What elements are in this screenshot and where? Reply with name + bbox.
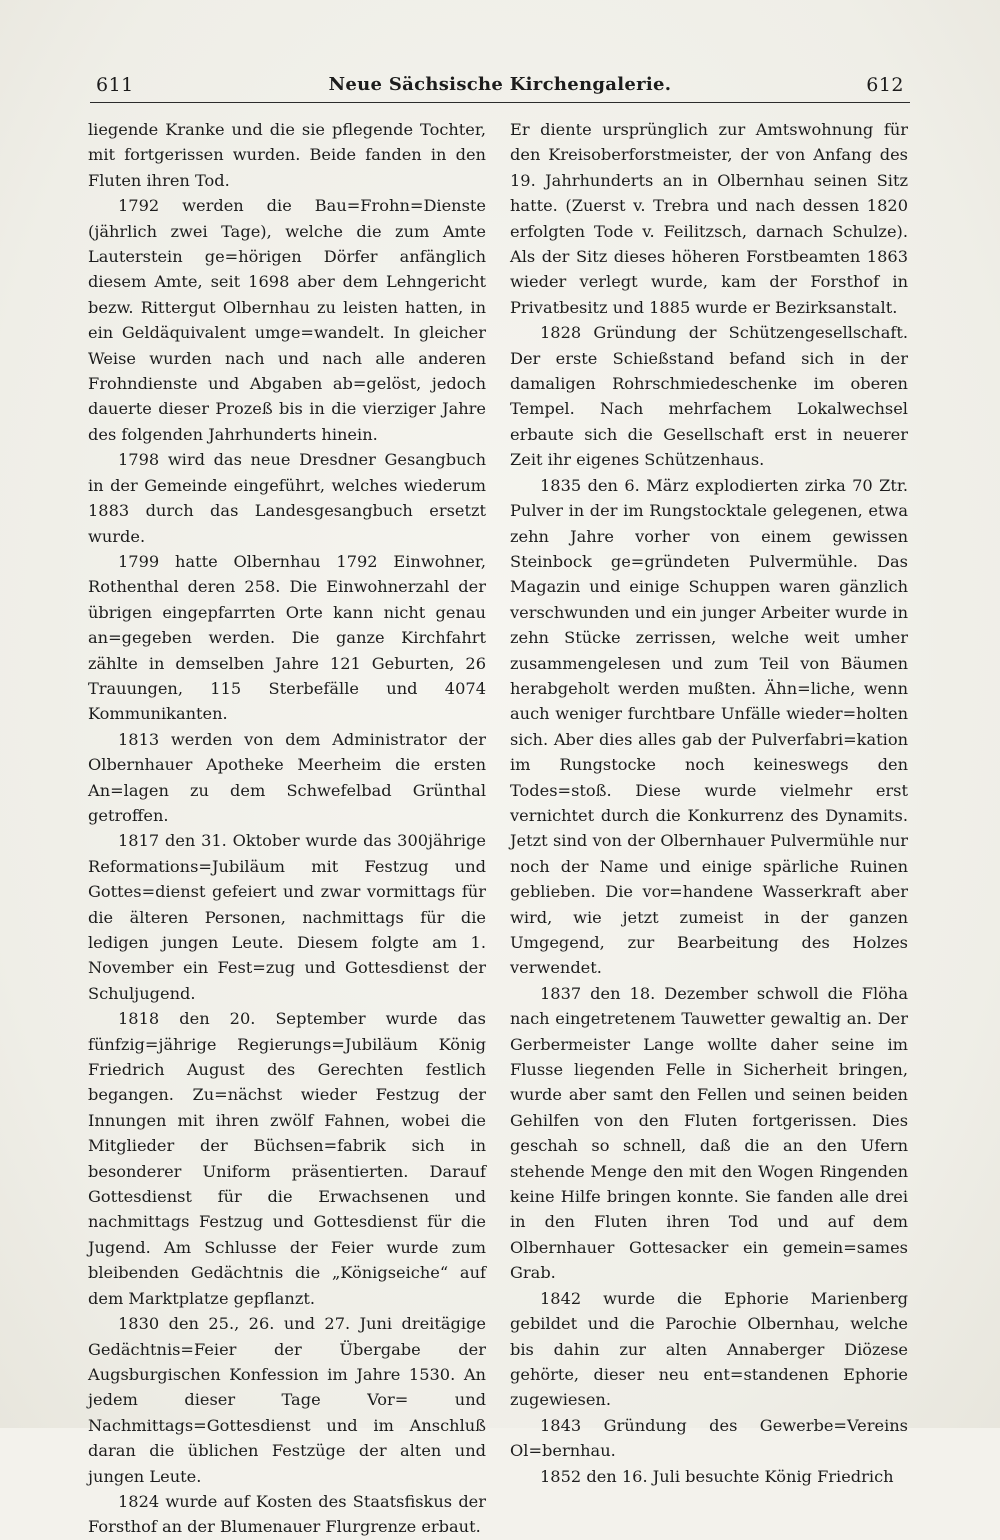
- paragraph: 1799 hatte Olbernhau 1792 Einwohner, Rothenthal deren 258. Die Einwohnerzahl der übrigen eingepfarrten Orte kann nicht genau an=gegeben werden. Die ganze Kirchfahrt zählte in demselben Jahre 121 Geburten, 26 Trauungen, 115 Sterbefälle und 4074 Kommunikanten.: [88, 551, 486, 724]
- page-number-right: 612: [866, 74, 904, 96]
- paragraph: 1798 wird das neue Dresdner Gesangbuch in der Gemeinde eingeführt, welches wiederum 1883 durch das Landesgesangbuch ersetzt wurde.: [88, 450, 486, 546]
- paragraph: 1835 den 6. März explodierten zirka 70 Ztr. Pulver in der im Rungstocktale gelegenen, etwa zehn Jahre vorher von einem gewissen Steinbock ge=gründeten Pulvermühle. Das Magazin und einige Schuppen waren gänzlich verschwunden und ein junger Arbeiter wurde in zehn Stücke zerrissen, welche weit umher zusammengelesen und zum Teil von Bäumen herabgeholt werden mußten. Ähn=liche, wenn auch weniger furchtbare Unfälle wieder=holten sich. Aber dies alles gab der Pulverfabri=kation im Rungstocke noch keineswegs den Todes=stoß. Diese wurde vielmehr erst vernichtet durch die Konkurrenz des Dynamits. Jetzt sind von der Olbernhauer Pulvermühle nur noch der Name und einige spärliche Ruinen geblieben. Die vor=handene Wasserkraft aber wird, wie jetzt zumeist in der ganzen Umgegend, zur Bearbeitung des Holzes verwendet.: [510, 475, 908, 978]
- running-title: Neue Sächsische Kirchengalerie.: [328, 74, 672, 95]
- paragraph: liegende Kranke und die sie pflegende Tochter, mit fortgerissen wurden. Beide fanden in den Fluten ihren Tod.: [88, 120, 486, 190]
- page-header: [90, 68, 910, 103]
- page-number-left: 611: [96, 74, 134, 96]
- paragraph: 1792 werden die Bau=Frohn=Dienste (jährlich zwei Tage), welche die zum Amte Lauterstein ge=hörigen Dörfer anfänglich diesem Amte, seit 1698 aber dem Lehngericht bezw. Rittergut Olbernhau zu leisten hatten, in ein Geldäquivalent umge=wandelt. In gleicher Weise wurden nach und nach alle anderen Frohndienste und Abgaben ab=gelöst, jedoch dauerte dieser Prozeß bis in die vierziger Jahre des folgenden Jahrhunderts hinein.: [88, 196, 486, 444]
- column-divider: [499, 118, 500, 1340]
- paragraph: 1813 werden von dem Administrator der Olbernhauer Apotheke Meerheim die ersten An=lagen zu dem Schwefelbad Grünthal getroffen.: [88, 729, 486, 825]
- paragraph: 1828 Gründung der Schützengesellschaft. Der erste Schießstand befand sich in der damaligen Rohrschmiedeschenke im oberen Tempel. Nach mehrfachem Lokalwechsel erbaute sich die Gesellschaft erst in neuerer Zeit ihr eigenes Schützenhaus.: [510, 323, 908, 470]
- paragraph: 1818 den 20. September wurde das fünfzig=jährige Regierungs=Jubiläum König Friedrich August des Gerechten festlich begangen. Zu=nächst wieder Festzug der Innungen mit ihren zwölf Fahnen, wobei die Mitglieder der Büchsen=fabrik sich in besonderer Uniform präsentierten. Darauf Gottesdienst für die Erwachsenen und nachmittags Festzug und Gottesdienst für die Jugend. Am Schlusse der Feier wurde zum bleibenden Gedächtnis die „Königseiche“ auf dem Marktplatze gepflanzt.: [88, 1009, 486, 1308]
- paragraph: 1837 den 18. Dezember schwoll die Flöha nach eingetretenem Tauwetter gewaltig an. Der Gerbermeister Lange wollte daher seine im Flusse liegenden Felle in Sicherheit bringen, wurde aber samt den Fellen und seinen beiden Gehilfen von den Fluten fortgerissen. Dies geschah so schnell, daß die an den Ufern stehende Menge den mit den Wogen Ringenden keine Hilfe bringen konnte. Sie fanden alle drei in den Fluten ihren Tod und auf dem Olbernhauer Gottesacker ein gemein=sames Grab.: [510, 983, 908, 1283]
- paragraph: 1852 den 16. Juli besuchte König Friedrich: [540, 1466, 894, 1486]
- paragraph: 1824 wurde auf Kosten des Staatsfiskus der Forsthof an der Blumenauer Flurgrenze erbaut.: [88, 1491, 486, 1537]
- paragraph: 1817 den 31. Oktober wurde das 300jährige Reformations=Jubiläum mit Festzug und Gottes=dienst gefeiert und zwar vormittags für die älteren Personen, nachmittags für die ledigen jungen Leute. Diesem folgte am 1. November ein Fest=zug und Gottesdienst der Schuljugend.: [88, 831, 486, 1003]
- left-column: [88, 117, 486, 1540]
- right-column: [510, 117, 908, 1489]
- paragraph: 1830 den 25., 26. und 27. Juni dreitägige Gedächtnis=Feier der Übergabe der Augsburgischen Konfession im Jahre 1530. An jedem dieser Tage Vor= und Nachmittags=Gottesdienst und im Anschluß daran die üblichen Festzüge der alten und jungen Leute.: [88, 1314, 486, 1486]
- paragraph: 1843 Gründung des Gewerbe=Vereins Ol=bernhau.: [510, 1415, 908, 1461]
- paragraph: 1842 wurde die Ephorie Marienberg gebildet und die Parochie Olbernhau, welche bis dahin zur alten Annaberger Diözese gehörte, dieser neu ent=standenen Ephorie zugewiesen.: [510, 1288, 908, 1410]
- paragraph: Er diente ursprünglich zur Amtswohnung für den Kreisoberforstmeister, der von Anfang des 19. Jahrhunderts an in Olbernhau seinen Sitz hatte. (Zuerst v. Trebra und nach dessen 1820 erfolgten Tode v. Feilitzsch, darnach Schulze). Als der Sitz dieses höheren Forstbeamten 1863 wieder verlegt wurde, kam der Forsthof in Privatbesitz und 1885 wurde er Bezirksanstalt.: [510, 120, 908, 317]
